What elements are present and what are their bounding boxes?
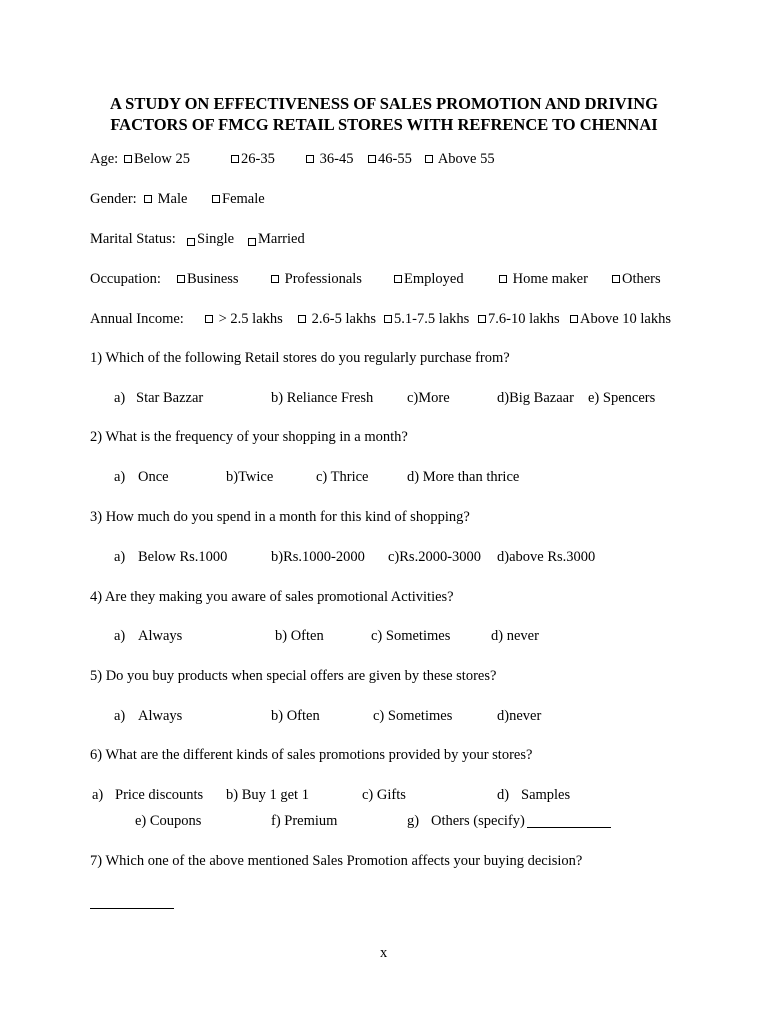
- checkbox-icon[interactable]: [499, 275, 507, 283]
- occupation-label: Occupation:: [90, 271, 161, 287]
- q4-option-c[interactable]: c) Sometimes: [371, 628, 451, 644]
- q3-option-a[interactable]: Below Rs.1000: [138, 549, 228, 565]
- q5-option-a-marker: a): [114, 708, 126, 724]
- q6-option-c[interactable]: c) Gifts: [362, 787, 406, 803]
- q2-option-a-marker: a): [114, 469, 126, 485]
- q6-option-d[interactable]: Samples: [521, 787, 571, 803]
- q2-option-d[interactable]: d) More than thrice: [407, 469, 520, 485]
- gender-label: Gender:: [90, 191, 137, 207]
- checkbox-icon[interactable]: [248, 238, 256, 246]
- occupation-option-others[interactable]: Others: [612, 272, 661, 287]
- q1-option-d[interactable]: d)Big Bazaar: [497, 390, 574, 406]
- checkbox-icon[interactable]: [298, 315, 306, 323]
- q2-option-c[interactable]: c) Thrice: [316, 469, 369, 485]
- q6-option-f[interactable]: f) Premium: [271, 813, 338, 829]
- question-2: 2) What is the frequency of your shopping in a month?: [90, 429, 408, 445]
- occupation-option-business[interactable]: Business: [177, 272, 239, 287]
- q6-option-g[interactable]: Others (specify): [431, 813, 525, 829]
- q2-option-b[interactable]: b)Twice: [226, 469, 274, 485]
- question-4: 4) Are they making you aware of sales promotional Activities?: [90, 589, 454, 605]
- income-option-3[interactable]: 5.1-7.5 lakhs: [384, 312, 469, 327]
- q6-option-e[interactable]: e) Coupons: [135, 813, 202, 829]
- checkbox-icon[interactable]: [144, 195, 152, 203]
- income-option-1[interactable]: > 2.5 lakhs: [205, 312, 283, 327]
- occupation-option-home-maker[interactable]: Home maker: [499, 272, 588, 287]
- q6-option-d-marker: d): [497, 787, 510, 803]
- q7-answer-blank[interactable]: [90, 896, 174, 909]
- checkbox-icon[interactable]: [271, 275, 279, 283]
- checkbox-icon[interactable]: [384, 315, 392, 323]
- checkbox-icon[interactable]: [187, 238, 195, 246]
- q6-option-g-marker: g): [407, 813, 420, 829]
- annual-income-label: Annual Income:: [90, 311, 184, 327]
- q4-option-d[interactable]: d) never: [491, 628, 539, 644]
- q3-option-d[interactable]: d)above Rs.3000: [497, 549, 596, 565]
- q4-option-a-marker: a): [114, 628, 126, 644]
- q4-option-a[interactable]: Always: [138, 628, 183, 644]
- q1-option-e[interactable]: e) Spencers: [588, 390, 656, 406]
- age-option-above-55[interactable]: Above 55: [425, 152, 495, 167]
- page-title-line-2: FACTORS OF FMCG RETAIL STORES WITH REFRENCE TO CHENNAI: [110, 115, 658, 134]
- checkbox-icon[interactable]: [177, 275, 185, 283]
- checkbox-icon[interactable]: [368, 155, 376, 163]
- q1-option-a-marker: a): [114, 390, 126, 406]
- q6-others-blank[interactable]: [527, 815, 611, 828]
- income-option-2[interactable]: 2.6-5 lakhs: [298, 312, 376, 327]
- age-option-26-35[interactable]: 26-35: [231, 152, 275, 167]
- q6-option-a-marker: a): [92, 787, 104, 803]
- q4-option-b[interactable]: b) Often: [275, 628, 324, 644]
- marital-option-married[interactable]: Married: [248, 232, 305, 247]
- checkbox-icon[interactable]: [425, 155, 433, 163]
- q6-option-a[interactable]: Price discounts: [115, 787, 204, 803]
- checkbox-icon[interactable]: [478, 315, 486, 323]
- q1-option-b[interactable]: b) Reliance Fresh: [271, 390, 374, 406]
- checkbox-icon[interactable]: [394, 275, 402, 283]
- age-label: Age:: [90, 151, 119, 167]
- checkbox-icon[interactable]: [306, 155, 314, 163]
- age-option-below-25[interactable]: Below 25: [124, 152, 190, 167]
- marital-option-single[interactable]: Single: [187, 232, 234, 247]
- question-1: 1) Which of the following Retail stores do you regularly purchase from?: [90, 350, 510, 366]
- age-option-36-45[interactable]: 36-45: [306, 152, 353, 167]
- q5-option-a[interactable]: Always: [138, 708, 183, 724]
- checkbox-icon[interactable]: [124, 155, 132, 163]
- gender-option-female[interactable]: Female: [212, 192, 265, 207]
- checkbox-icon[interactable]: [570, 315, 578, 323]
- page-title-line-1: A STUDY ON EFFECTIVENESS OF SALES PROMOTION AND DRIVING: [110, 94, 658, 113]
- q2-option-a[interactable]: Once: [138, 469, 169, 485]
- checkbox-icon[interactable]: [612, 275, 620, 283]
- gender-option-male[interactable]: Male: [144, 192, 187, 207]
- checkbox-icon[interactable]: [231, 155, 239, 163]
- income-option-5[interactable]: Above 10 lakhs: [570, 312, 671, 327]
- q5-option-b[interactable]: b) Often: [271, 708, 320, 724]
- occupation-option-employed[interactable]: Employed: [394, 272, 464, 287]
- marital-status-label: Marital Status:: [90, 231, 176, 247]
- q3-option-a-marker: a): [114, 549, 126, 565]
- q3-option-c[interactable]: c)Rs.2000-3000: [388, 549, 482, 565]
- question-7: 7) Which one of the above mentioned Sales Promotion affects your buying decision?: [90, 853, 583, 869]
- occupation-option-professionals[interactable]: Professionals: [271, 272, 362, 287]
- age-option-46-55[interactable]: 46-55: [368, 152, 412, 167]
- q1-option-a[interactable]: Star Bazzar: [136, 390, 204, 406]
- question-3: 3) How much do you spend in a month for this kind of shopping?: [90, 509, 470, 525]
- checkbox-icon[interactable]: [212, 195, 220, 203]
- checkbox-icon[interactable]: [205, 315, 213, 323]
- q5-option-c[interactable]: c) Sometimes: [373, 708, 453, 724]
- page-marker: x: [380, 945, 388, 961]
- q1-option-c[interactable]: c)More: [407, 390, 450, 406]
- income-option-4[interactable]: 7.6-10 lakhs: [478, 312, 560, 327]
- q3-option-b[interactable]: b)Rs.1000-2000: [271, 549, 365, 565]
- q5-option-d[interactable]: d)never: [497, 708, 542, 724]
- question-5: 5) Do you buy products when special offers are given by these stores?: [90, 668, 497, 684]
- q6-option-b[interactable]: b) Buy 1 get 1: [226, 787, 309, 803]
- question-6: 6) What are the different kinds of sales promotions provided by your stores?: [90, 747, 533, 763]
